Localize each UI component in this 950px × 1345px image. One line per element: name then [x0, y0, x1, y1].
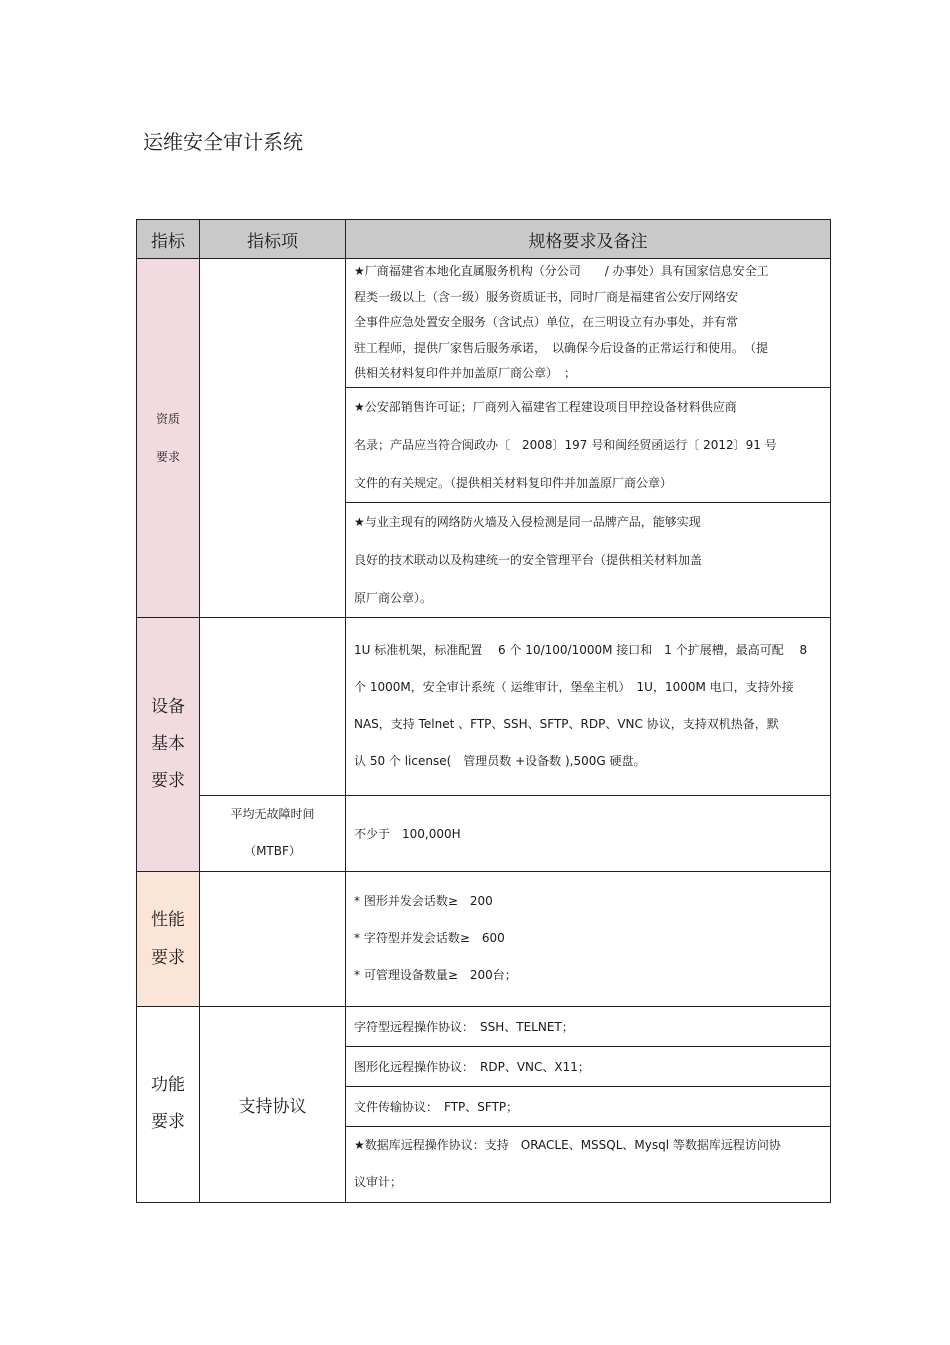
spec-cell	[346, 617, 831, 795]
spec-line: ★数据库远程操作协议：支持 ORACLE、MSSQL、Mysql 等数据库远程访问协	[354, 1138, 781, 1152]
spec-line: 供相关材料复印件并加盖原厂商公章） ；	[354, 366, 577, 380]
spec-cell	[346, 387, 831, 502]
spec-line: 名录；产品应当符合闽政办〔 2008〕197 号和闽经贸函运行〔 2012〕91 号	[354, 437, 777, 452]
table-row	[137, 617, 831, 795]
spec-line: * 字符型并发会话数≥ 600	[354, 931, 505, 945]
spec-line: 个 1000M，安全审计系统（ 运维审计，堡垒主机） 1U，1000M 电口，支持外接	[354, 680, 794, 694]
category-line: 资质	[155, 411, 180, 426]
spec-line: 驻工程师，提供厂家售后服务承诺， 以确保今后设备的正常运行和使用。 （提	[354, 340, 769, 355]
table-header-row	[137, 220, 831, 259]
spec-cell	[346, 1126, 831, 1202]
category-line: 要求	[151, 947, 185, 968]
item-device-basic	[200, 617, 346, 795]
item-protocol-support: 支持协议	[200, 1006, 346, 1202]
header-indicator: 指标	[137, 220, 200, 259]
spec-line: 字符型远程操作协议： SSH、TELNET；	[354, 1019, 574, 1034]
spec-table	[136, 219, 831, 1203]
spec-line: 图形化远程操作协议： RDP、VNC、X11；	[354, 1059, 590, 1074]
item-line: （MTBF）	[244, 844, 301, 858]
spec-line: 良好的技术联动以及构建统一的安全管理平台（提供相关材料加盖	[354, 552, 703, 567]
spec-line: 程类一级以上（含一级）服务资质证书，同时厂商是福建省公安厅网络安	[354, 289, 739, 304]
category-line: 要求	[151, 770, 185, 791]
category-line: 设备	[151, 696, 185, 717]
category-qualification	[137, 259, 200, 618]
spec-line: 原厂商公章）。	[354, 590, 433, 605]
spec-cell	[346, 1006, 831, 1046]
header-spec: 规格要求及备注	[346, 220, 831, 259]
spec-line: 1U 标准机架，标准配置 6 个 10/100/1000M 接口和 1 个扩展槽，最高可配 8	[354, 643, 808, 657]
item-line: 平均无故障时间	[230, 807, 315, 821]
spec-line: 议审计；	[354, 1175, 403, 1189]
page-title: 运维安全审计系统	[143, 130, 303, 154]
category-device	[137, 617, 200, 871]
category-function	[137, 1006, 200, 1202]
category-line: 性能	[151, 909, 185, 930]
category-line: 基本	[151, 733, 185, 754]
table-row	[137, 871, 831, 1006]
spec-line: 认 50 个 license( 管理员数 +设备数 ),500G 硬盘。	[354, 754, 646, 768]
header-indicator-item: 指标项	[200, 220, 346, 259]
spec-line: ★公安部销售许可证；厂商列入福建省工程建设项目甲控设备材料供应商	[354, 399, 737, 414]
spec-line: 不少于 100,000H	[354, 826, 461, 841]
spec-line: * 可管理设备数量≥ 200台；	[354, 968, 517, 982]
category-line: 要求	[151, 1112, 185, 1132]
spec-line: NAS，支持 Telnet 、FTP、SSH、SFTP、RDP、VNC 协议，支持双机热备，默	[354, 717, 779, 731]
table-row	[137, 795, 831, 871]
spec-line: 文件传输协议： FTP、SFTP；	[354, 1099, 519, 1114]
spec-cell	[346, 502, 831, 617]
spec-cell	[346, 1046, 831, 1086]
category-performance	[137, 871, 200, 1006]
spec-line: ★厂商福建省本地化直属服务机构（分公司 / 办事处）具有国家信息安全工	[354, 264, 769, 278]
category-line: 功能	[151, 1075, 185, 1095]
spec-cell	[346, 1086, 831, 1126]
spec-cell	[346, 259, 831, 388]
spec-line: * 图形并发会话数≥ 200	[354, 894, 493, 908]
item-performance	[200, 871, 346, 1006]
spec-line: 文件的有关规定。（提供相关材料复印件并加盖原厂商公章）	[354, 475, 673, 490]
spec-cell	[346, 871, 831, 1006]
category-line: 要求	[155, 449, 180, 464]
spec-line: ★与业主现有的网络防火墙及入侵检测是同一品牌产品，能够实现	[354, 514, 701, 529]
table-row	[137, 1006, 831, 1046]
item-qualification	[200, 259, 346, 618]
spec-cell	[346, 795, 831, 871]
item-mtbf	[200, 795, 346, 871]
table-row	[137, 259, 831, 388]
spec-line: 全事件应急处置安全服务（含试点）单位，在三明设立有办事处，并有常	[354, 315, 739, 329]
